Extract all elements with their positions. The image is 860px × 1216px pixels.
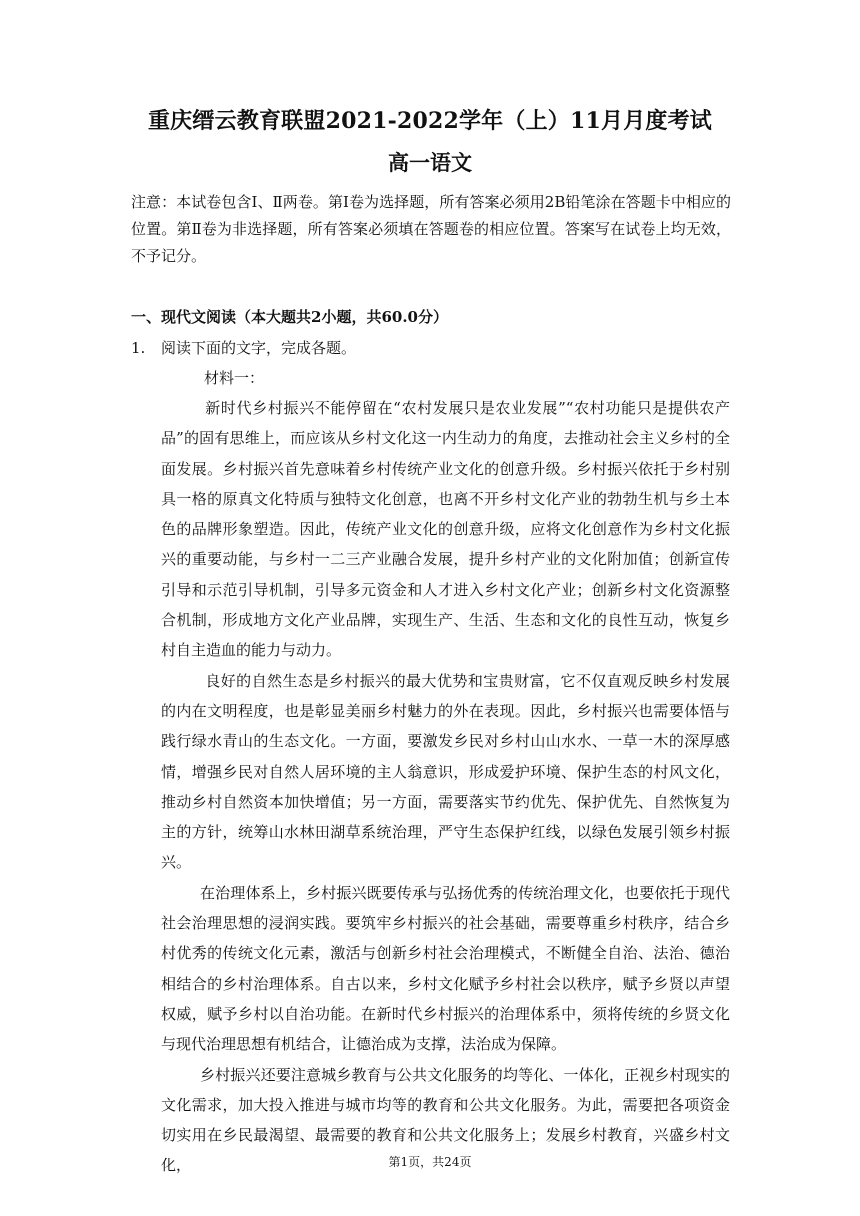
passage-paragraph: 新时代乡村振兴不能停留在“农村发展只是农业发展”“农村功能只是提供农产品”的固有思维上，而应该从乡村文化这一内生动力的角度，去推动社会主义乡村的全面发展。乡村振兴首先意味着乡村传统产业文化的创意升级。乡村振兴依托于乡村别具一格的原真文化特质与独特文化创意，也离不开乡村文化产业的勃勃生机与乡土本色的品牌形象塑造。因此，传统产业文化的创意升级，应将文化创意作为乡村文化振兴的重要动能，与乡村一二三产业融合发展，提升乡村产业的文化附加值；创新宣传引导和示范引导机制，引导多元资金和人才进入乡村文化产业；创新乡村文化资源整合机制，形成地方文化产业品牌，实现生产、生活、生态和文化的良性互动，恢复乡村自主造血的能力与动力。 (161, 399, 730, 660)
question-text: 阅读下面的文字，完成各题。 (161, 339, 357, 357)
question-number: 1. (131, 339, 146, 357)
subject-title: 高一语文 (388, 150, 472, 175)
exam-notice: 注意：本试卷包含Ⅰ、Ⅱ两卷。第Ⅰ卷为选择题，所有答案必须用2B铅笔涂在答题卡中相应的位置。第Ⅱ卷为非选择题，所有答案必须填在答题卷的相应位置。答案写在试卷上均无效，不予记分。 (131, 193, 731, 265)
passage-paragraph: 乡村振兴还要注意城乡教育与公共文化服务的均等化、一体化，正视乡村现实的文化需求，加大投入推进与城市均等的教育和公共文化服务。为此，需要把各项资金切实用在乡民最渴望、最需要的教育和公共文化服务上；发展乡村教育，兴盛乡村文化， (161, 1065, 730, 1175)
exam-title: 重庆缙云教育联盟2021-2022学年（上）11月月度考试 (147, 108, 712, 134)
page-footer: 第1页，共24页 (388, 1155, 472, 1169)
section-heading: 一、现代文阅读（本大题共2小题，共60.0分） (131, 308, 448, 326)
passage-paragraph: 在治理体系上，乡村振兴既要传承与弘扬优秀的传统治理文化，也要依托于现代社会治理思想的浸润实践。要筑牢乡村振兴的社会基础，需要尊重乡村秩序，结合乡村优秀的传统文化元素，激活与创新乡村社会治理模式，不断健全自治、法治、德治相结合的乡村治理体系。自古以来，乡村文化赋予乡村社会以秩序，赋予乡贤以声望权威，赋予乡村以自治功能。在新时代乡村振兴的治理体系中，须将传统的乡贤文化与现代治理思想有机结合，让德治成为支撑，法治成为保障。 (161, 883, 730, 1054)
reading-passage (161, 393, 730, 1181)
material-label: 材料一： (204, 369, 265, 387)
passage-paragraph: 良好的自然生态是乡村振兴的最大优势和宝贵财富，它不仅直观反映乡村发展的内在文明程度，也是彰显美丽乡村魅力的外在表现。因此，乡村振兴也需要体悟与践行绿水青山的生态文化。一方面，要激发乡民对乡村山山水水、一草一木的深厚感情，增强乡民对自然人居环境的主人翁意识，形成爱护环境、保护生态的村风文化，推动乡村自然资本加快增值；另一方面，需要落实节约优先、保护优先、自然恢复为主的方针，统筹山水林田湖草系统治理，严守生态保护红线，以绿色发展引领乡村振兴。 (161, 671, 730, 872)
question-prompt (131, 337, 356, 358)
